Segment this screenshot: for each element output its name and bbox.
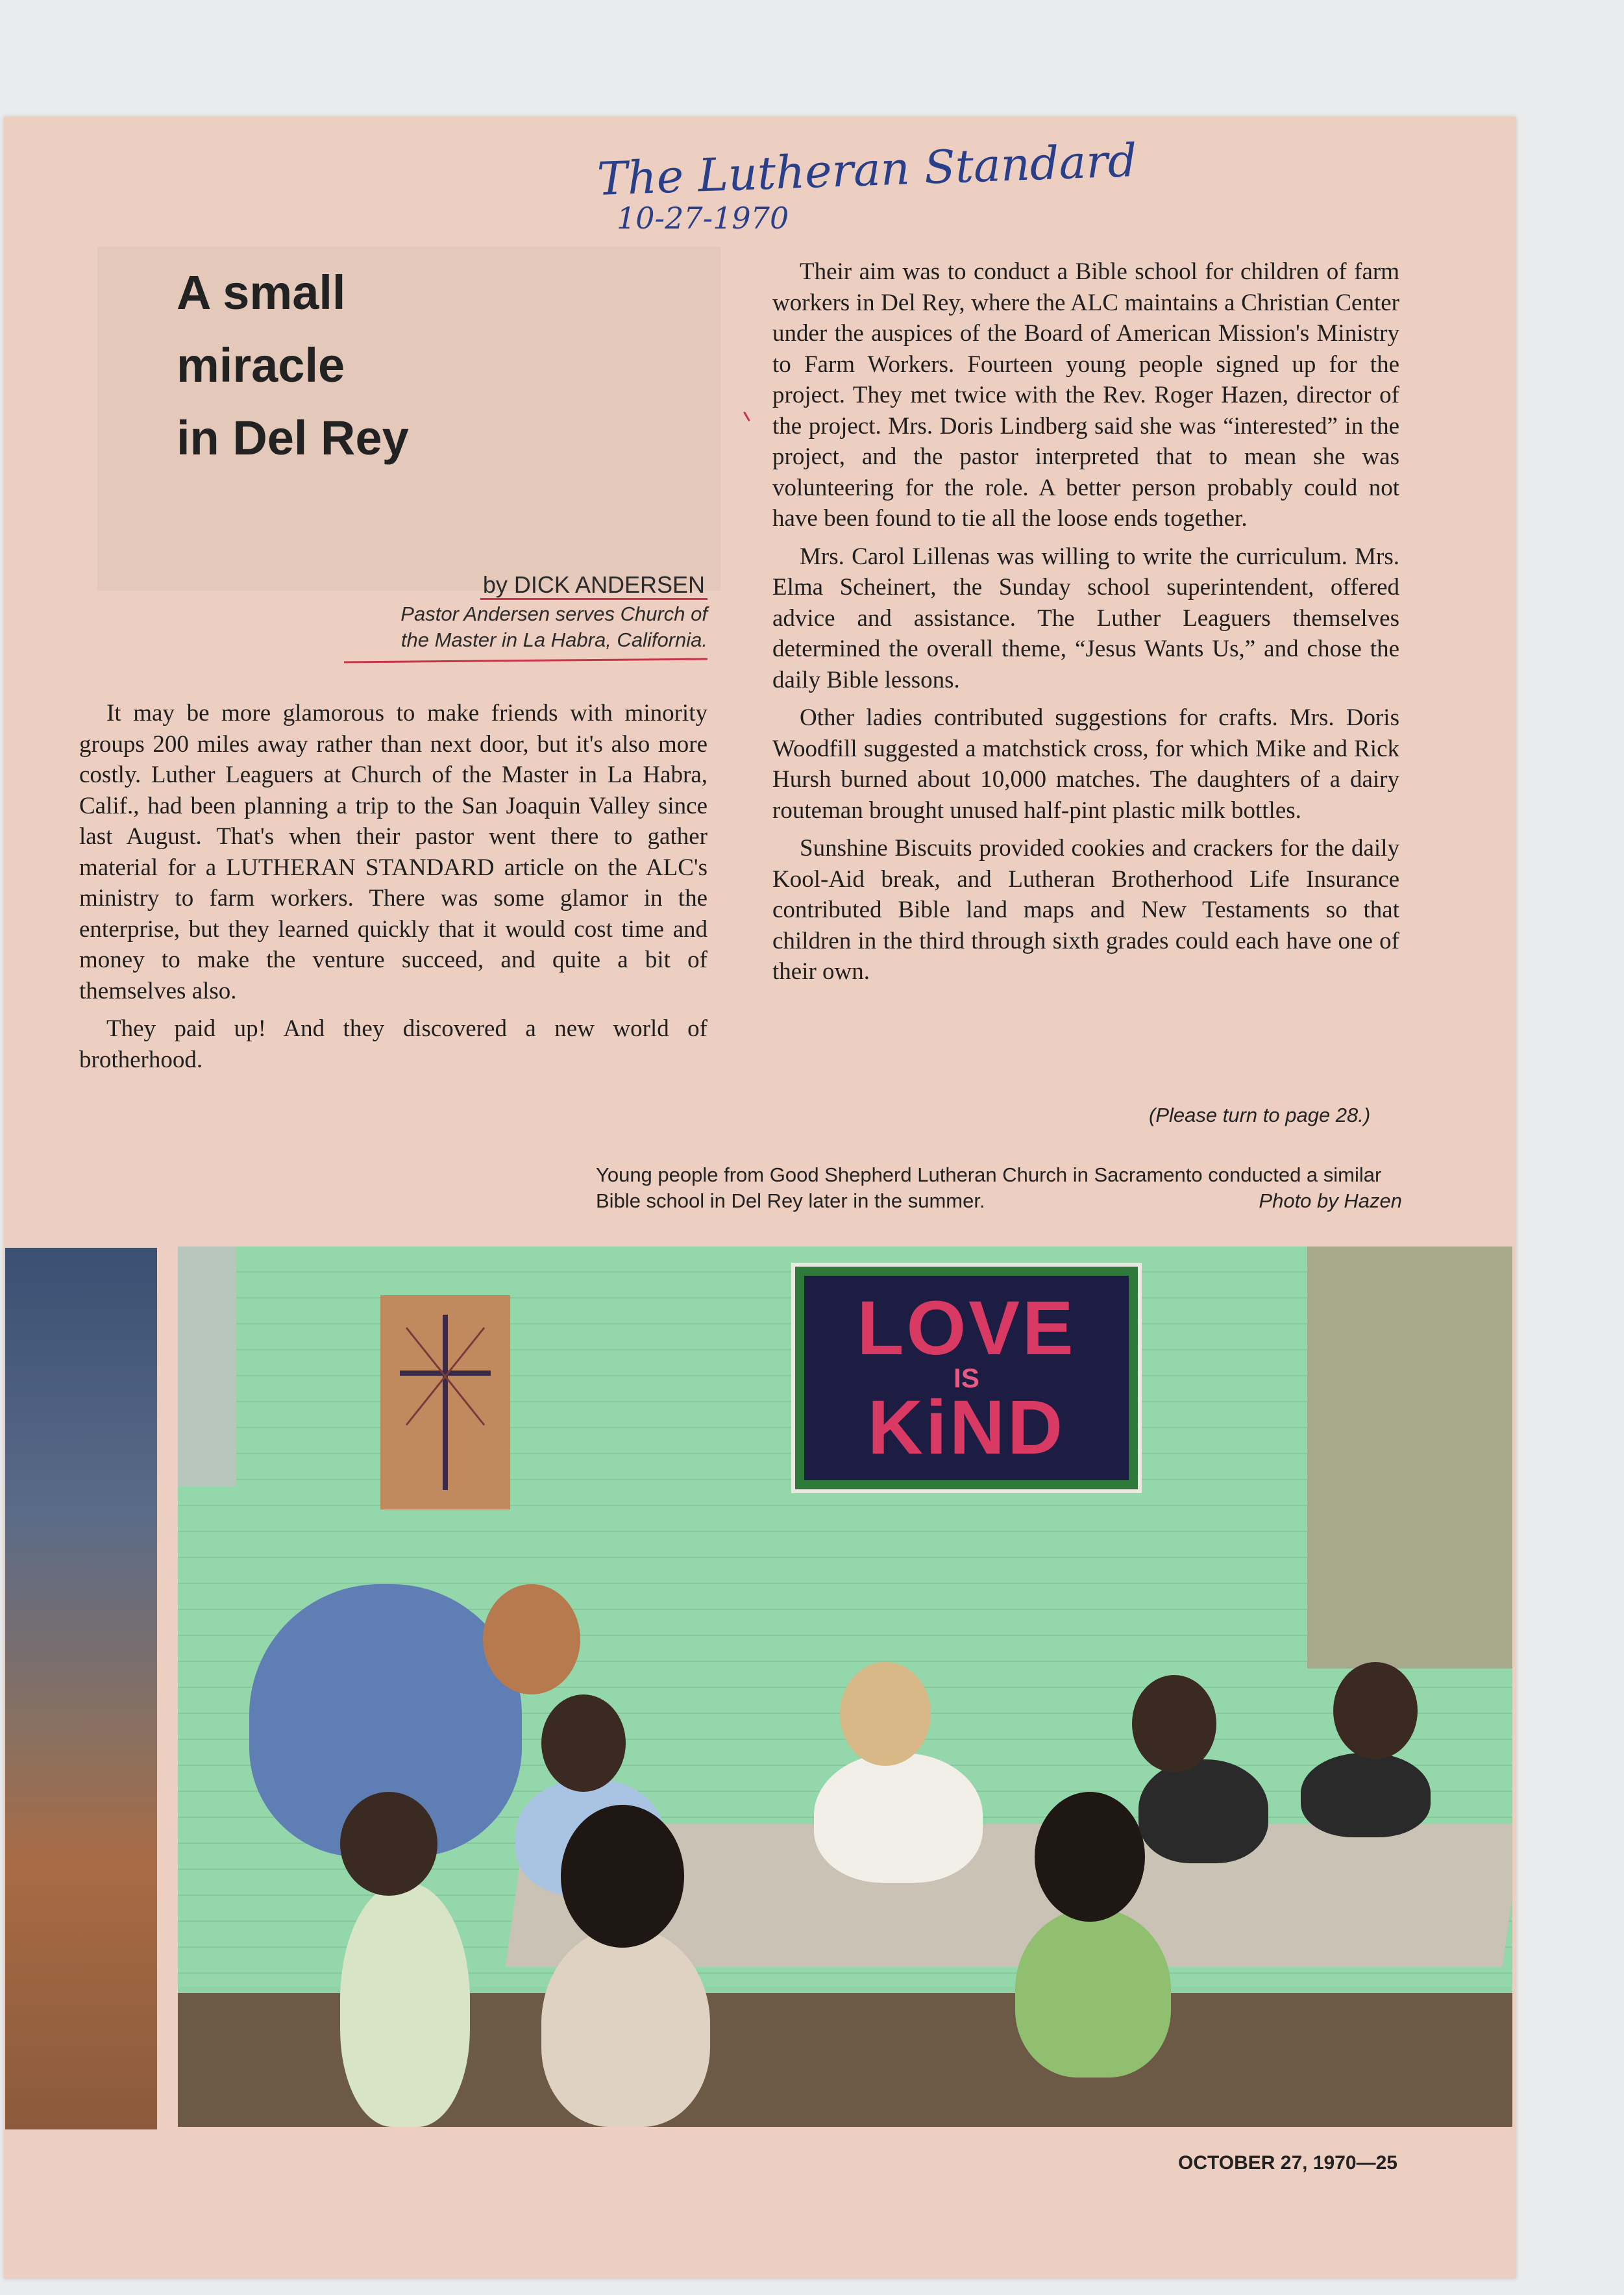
photo-child-head [1132, 1675, 1216, 1772]
landscape-photo-strip [5, 1248, 157, 2129]
page-footer: OCTOBER 27, 1970—25 [1178, 2152, 1397, 2174]
paragraph: Mrs. Carol Lillenas was willing to write the curriculum. Mrs. Elma Scheinert, the Sunday school superintendent, offered advice and assistance. The Luther Leaguers themselves determined the overall theme, “Jesus Wants Us,” and chose the daily Bible lessons. [772, 543, 1399, 693]
handwritten-date: 10-27-1970 [617, 201, 789, 236]
photo-child [814, 1753, 983, 1883]
photo-child-head [1333, 1662, 1418, 1759]
classroom-photo [178, 1247, 1512, 2127]
author-name: by DICK ANDERSEN [480, 571, 707, 600]
headline-line-3: in Del Rey [177, 411, 409, 465]
caption-text: Young people from Good Shepherd Lutheran Church in Sacramento conducted a similar Bible school in Del Rey later in the summer. [596, 1163, 1382, 1212]
article-column-right [772, 256, 1399, 995]
photo-child [1015, 1909, 1171, 2078]
poster-line-1: LOVE [857, 1285, 1076, 1371]
photo-child [541, 1928, 710, 2127]
photo-child [340, 1883, 470, 2127]
poster-line-3: KiND [867, 1384, 1066, 1470]
photo-child-head [340, 1792, 437, 1896]
paragraph: Sunshine Biscuits provided cookies and crackers for the daily Kool-Aid break, and Lutheran Brotherhood Life Insurance contributed Bible land maps and New Testaments so that children in the third through sixth grades could each have one of their own. [772, 835, 1399, 985]
paragraph: It may be more glamorous to make friends with minority groups 200 miles away rather than next door, but it's also more costly. Luther Leaguers at Church of the Master in La Habra, Calif., had been planning a trip to the San Joaquin Valley since last August. That's when their pastor went there to gather material for a LUTHERAN STANDARD article on the ALC's ministry to farm workers. There was some glamor in the enterprise, but they learned quickly that it would cost time and money to make the venture succeed, and quite a bit of themselves also. [79, 700, 707, 1004]
paragraph: Other ladies contributed suggestions for crafts. Mrs. Doris Woodfill suggested a matchstick cross, for which Mike and Rick Hursh burned about 10,000 matches. The daughters of a dairy routeman brought unused half-pint plastic milk bottles. [772, 704, 1399, 824]
handwritten-publication: The Lutheran Standard [596, 133, 1138, 206]
handwritten-annotation [596, 133, 1181, 236]
poster-line-2: IS [953, 1362, 979, 1393]
photo-child [1138, 1759, 1268, 1863]
byline [338, 571, 707, 653]
matchstick-cross-icon [380, 1295, 510, 1509]
paragraph: They paid up! And they discovered a new world of brotherhood. [79, 1015, 707, 1073]
photo-caption [596, 1162, 1402, 1214]
photo-child-head [561, 1805, 684, 1948]
love-is-kind-poster [791, 1263, 1142, 1493]
article-headline [177, 256, 409, 475]
headline-line-1: A small [177, 266, 346, 319]
photo-child-head [1035, 1792, 1145, 1922]
author-note-line-1: Pastor Andersen serves Church of [400, 602, 707, 625]
photo-child [1301, 1753, 1431, 1837]
continuation-note: (Please turn to page 28.) [1149, 1104, 1371, 1126]
paragraph: Their aim was to conduct a Bible school for children of farm workers in Del Rey, where the ALC maintains a Christian Center under the auspices of the Board of American Mission's Ministry to Farm Workers. Fourteen young people signed up for the project. They met twice with the Rev. Roger Hazen, director of the project. Mrs. Doris Lindberg said she was “interested” in the project, and the pastor interpreted that to mean she was volunteering for the role. A better person probably could not have been found to tie all the loose ends together. [772, 258, 1399, 532]
photo-child-head [840, 1662, 931, 1766]
photo-window-left [178, 1247, 236, 1487]
photo-window-right [1307, 1247, 1512, 1669]
author-note-line-2: the Master in La Habra, California. [400, 628, 707, 651]
article-column-left [79, 698, 707, 1082]
headline-line-2: miracle [177, 338, 345, 392]
photo-child-head [541, 1694, 626, 1792]
photo-teacher-head [483, 1584, 580, 1694]
photo-credit: Photo by Hazen [1259, 1189, 1402, 1212]
